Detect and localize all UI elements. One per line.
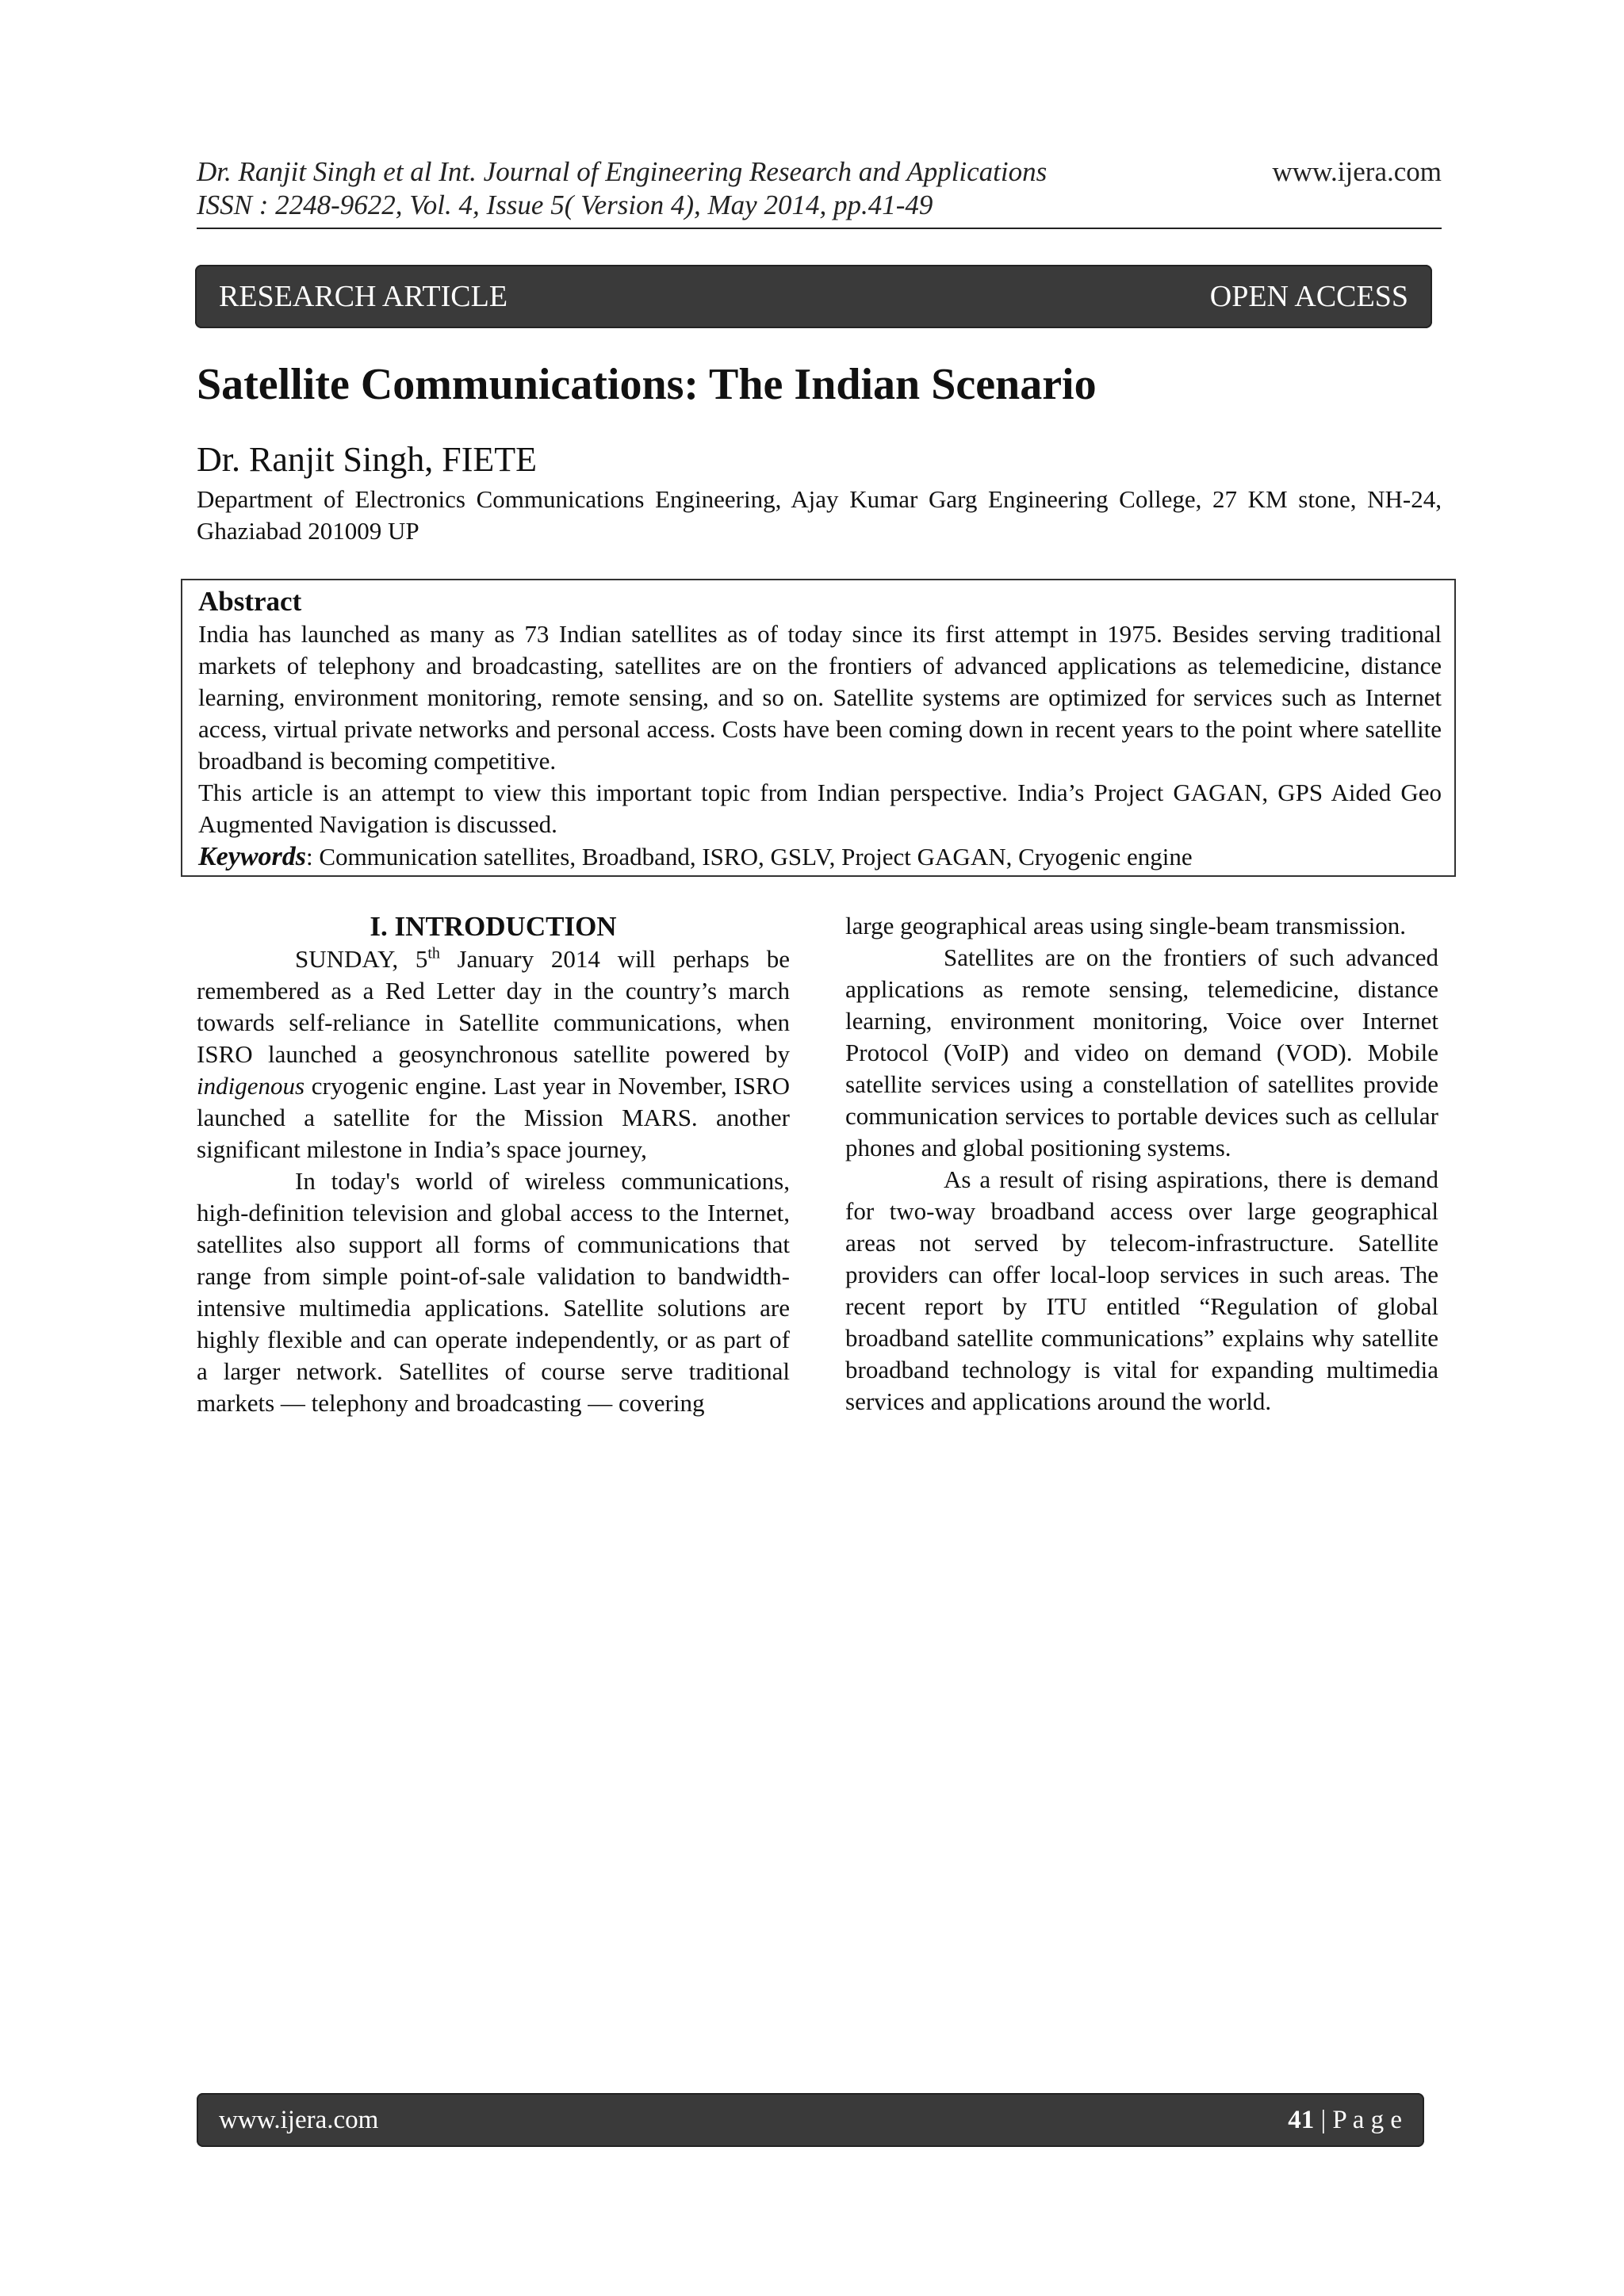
- author-affiliation: Department of Electronics Communications Engineering, Ajay Kumar Garg Engineering College, 27 KM stone, NH-24, Ghaziabad 201009 UP: [197, 485, 1442, 545]
- abstract-box: [181, 579, 1456, 877]
- intro-p1-start: SUNDAY, 5: [295, 945, 428, 973]
- abstract-paragraph-2: This article is an attempt to view this important topic from Indian perspective. India’s Project GAGAN, GPS Aided Geo Augmented Navigation is discussed.: [198, 779, 1442, 838]
- article-type-banner: [195, 265, 1432, 328]
- intro-p1-emphasis: indigenous: [197, 1072, 305, 1100]
- page-indicator: [1288, 2106, 1402, 2135]
- keywords-label: Keywords: [198, 842, 306, 871]
- intro-paragraph-4: As a result of rising aspirations, there is demand for two-way broadband access over large geographical areas not served by telecom-infrastructure. Satellite providers can offer local-loop services in such areas. The recent report by ITU entitled “Regulation of global broadband satellite communications” explains why satellite broadband technology is vital for expanding multimedia services and applications around the world.: [845, 1165, 1438, 1415]
- intro-p1-middle: January 2014 will perhaps be remembered as a Red Letter day in the country’s march towards self-reliance in Satellite communications, when ISRO launched a geosynchronous satellite powered by: [197, 945, 790, 1068]
- intro-paragraph-1: [197, 943, 790, 1165]
- header-rule: [197, 228, 1442, 229]
- footer-website: www.ijera.com: [219, 2105, 379, 2134]
- section-heading-introduction: I. INTRODUCTION: [370, 911, 617, 942]
- abstract-heading: Abstract: [198, 586, 302, 617]
- left-column: [197, 910, 790, 1419]
- paper-title: Satellite Communications: The Indian Scenario: [197, 360, 1097, 409]
- author-name: Dr. Ranjit Singh, FIETE: [197, 440, 537, 479]
- running-header: [197, 155, 1442, 222]
- ordinal-suffix: th: [427, 944, 440, 962]
- header-website: www.ijera.com: [1272, 156, 1442, 187]
- intro-paragraph-2-continued: large geographical areas using single-beam transmission.: [845, 912, 1407, 939]
- research-article-label: RESEARCH ARTICLE: [219, 280, 508, 313]
- keywords-line: [198, 840, 1442, 874]
- page-label: | P a g e: [1314, 2105, 1402, 2134]
- intro-p1-end: cryogenic engine. Last year in November, ISRO launched a satellite for the Mission MARS. another significant milestone in India’s space journey,: [197, 1072, 790, 1163]
- keywords-list: : Communication satellites, Broadband, ISRO, GSLV, Project GAGAN, Cryogenic engine: [306, 843, 1193, 871]
- citation-line-1: Dr. Ranjit Singh et al Int. Journal of Engineering Research and Applications: [197, 156, 1048, 187]
- page-footer: [197, 2093, 1424, 2147]
- open-access-label: OPEN ACCESS: [1209, 280, 1408, 313]
- abstract-paragraph-1: India has launched as many as 73 Indian satellites as of today since its first attempt in 1975. Besides serving traditional markets of telephony and broadcasting, satellites are on the frontiers of advanced applications as telemedicine, distance learning, environment monitoring, remote sensing, and so on. Satellite systems are optimized for services such as Internet access, virtual private networks and personal access. Costs have been coming down in recent years to the point where satellite broadband is becoming competitive.: [198, 620, 1442, 775]
- intro-paragraph-2: In today's world of wireless communications, high-definition television and global access to the Internet, satellites also support all forms of communications that range from simple point-of-sale validation to bandwidth-intensive multimedia applications. Satellite solutions are highly flexible and can operate independently, or as part of a larger network. Satellites of course serve traditional markets — telephony and broadcasting — covering: [197, 1167, 790, 1417]
- citation-line-2: ISSN : 2248-9622, Vol. 4, Issue 5( Version 4), May 2014, pp.41-49: [197, 189, 933, 220]
- intro-paragraph-3: Satellites are on the frontiers of such advanced applications as remote sensing, telemedicine, distance learning, environment monitoring, Voice over Internet Protocol (VoIP) and video on demand (VOD). Mobile satellite services using a constellation of satellites provide communication services to portable devices such as cellular phones and global positioning systems.: [845, 943, 1438, 1161]
- page-number: 41: [1288, 2105, 1315, 2134]
- right-column: [845, 910, 1438, 1418]
